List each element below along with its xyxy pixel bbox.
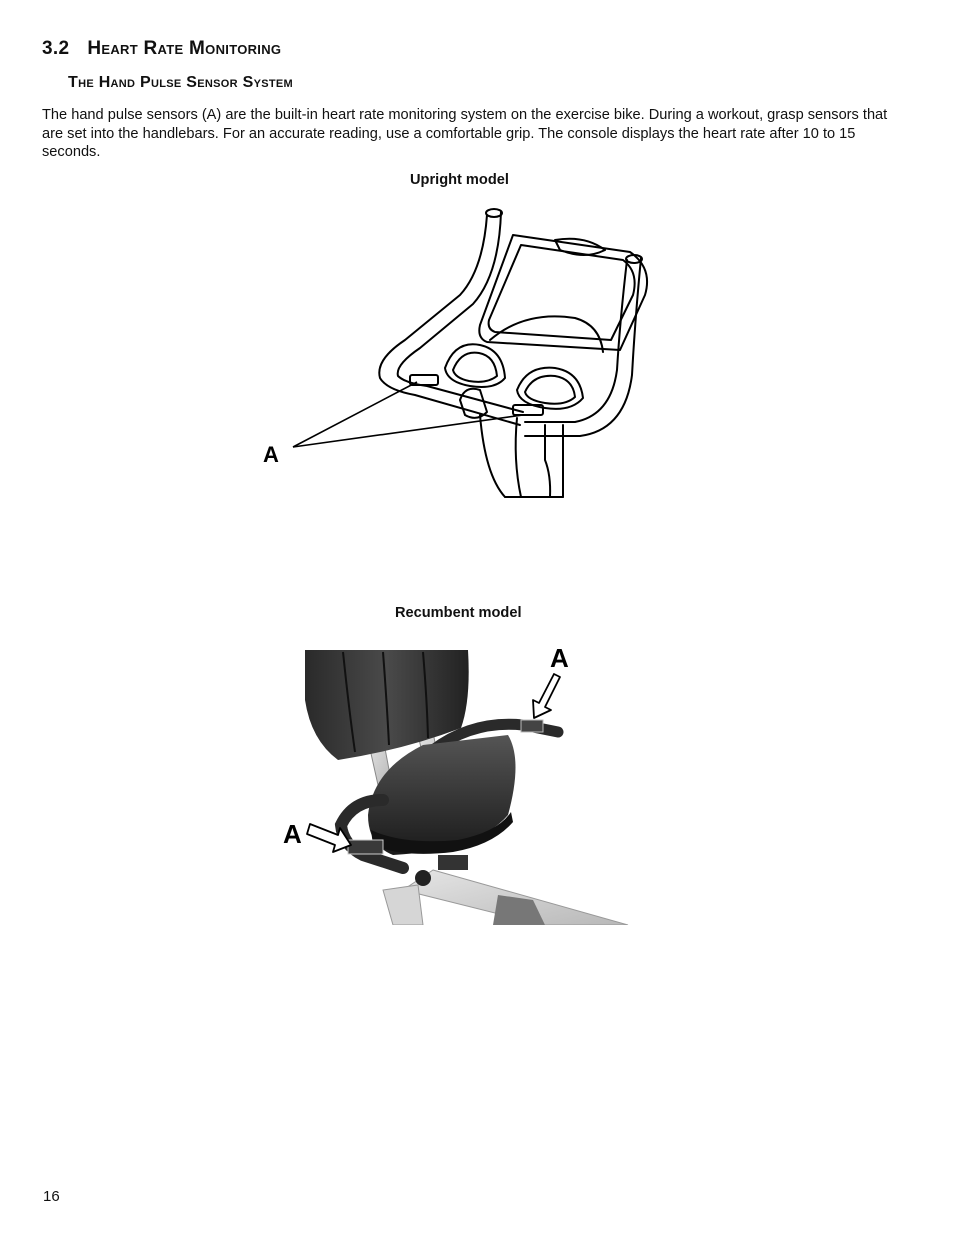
section-title: Heart Rate Monitoring bbox=[87, 38, 282, 59]
section-heading bbox=[42, 38, 281, 60]
body-paragraph: The hand pulse sensors (A) are the built-in heart rate monitoring system on the exercise bike. During a workout, grasp sensors that are set into the handlebars. For an accurate reading, use a comfortable grip. The console displays the heart rate after 10 to 15 seconds. bbox=[42, 107, 888, 160]
subsection-heading: The Hand Pulse Sensor System bbox=[68, 74, 293, 91]
callout-a-left: A bbox=[283, 819, 302, 849]
recumbent-bike-seat-photo bbox=[283, 640, 643, 925]
callout-a-upright: A bbox=[263, 442, 279, 467]
page-number: 16 bbox=[43, 1188, 60, 1205]
figure-caption-recumbent: Recumbent model bbox=[395, 605, 522, 621]
figure-caption-upright: Upright model bbox=[410, 172, 509, 188]
section-number: 3.2 bbox=[42, 38, 70, 59]
upright-bike-handlebar-illustration bbox=[255, 200, 675, 500]
callout-a-right: A bbox=[550, 643, 569, 673]
